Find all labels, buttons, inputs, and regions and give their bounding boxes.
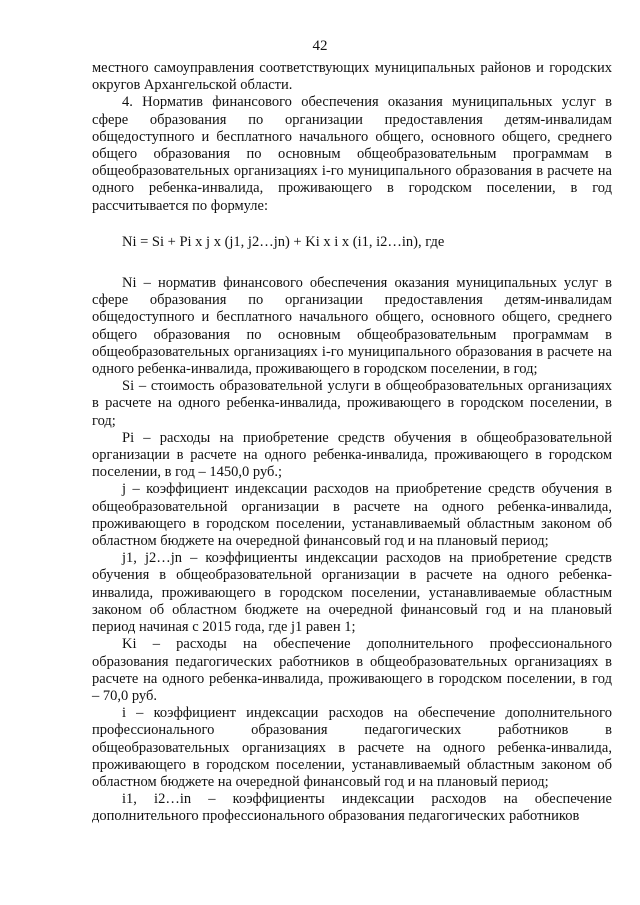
definition-j: j – коэффициент индексации расходов на приобретение средств обучения в общеобразовательной организации в расчете на одного ребенка-инвалида, проживающего в городском поселении, устанавливаемый областным законом об областном бюджете на очередной финансовый год и на плановый период;: [92, 481, 612, 550]
page-number: 42: [312, 38, 328, 54]
paragraph-continuation: местного самоуправления соответствующих муниципальных районов и городских округов Архангельской области.: [92, 60, 612, 94]
definition-ki: Ki – расходы на обеспечение дополнительного профессионального образования педагогических работников в общеобразовательных организациях в расчете на одного ребенка-инвалида, проживающего в городском поселении, в год – 70,0 руб.: [92, 636, 612, 704]
document-body: [92, 60, 612, 826]
paragraph-item-4: 4. Норматив финансового обеспечения оказания муниципальных услуг в сфере образования по организации предоставления детям-инвалидам общедоступного и бесплатного начального общего, основного общего, среднего общего образования по основным общеобразовательным программам в общеобразовательных организациях i-го муниципального образования в расчете на одного ребенка-инвалида, проживающего в городском поселении, в год рассчитывается по формуле:: [92, 94, 612, 214]
definition-ni: Ni – норматив финансового обеспечения оказания муниципальных услуг в сфере образования по организации предоставления детям-инвалидам общедоступного и бесплатного начального общего, основного общего, среднего общего образования по основным общеобразовательным программам в общеобразовательных организациях i-го муниципального образования в расчете на одного ребенка-инвалида, проживающего в городском поселении, в год;: [92, 275, 612, 378]
definition-i: i – коэффициент индексации расходов на обеспечение дополнительного профессионального образования педагогических работников в общеобразовательных организациях в расчете на одного ребенка-инвалида, проживающего в городском поселении, устанавливаемый областным законом об областном бюджете на очередной финансовый год и на плановый период;: [92, 705, 612, 790]
definition-pi: Pi – расходы на приобретение средств обучения в общеобразовательной организации в расчете на одного ребенка-инвалида, проживающего в городском поселении, в год – 1450,0 руб.;: [92, 429, 612, 481]
formula: Ni = Si + Pi x j x (j1, j2…jn) + Ki x i x (i1, i2…in), где: [122, 233, 445, 250]
definition-j1-jn: j1, j2…jn – коэффициенты индексации расходов на приобретение средств обучения в общеобразовательной организации в расчете на одного ребенка-инвалида, проживающего в городском поселении, устанавливаемые областным законом об областном бюджете на очередной финансовый год и на плановый период начиная с 2015 года, где j1 равен 1;: [92, 550, 612, 636]
definition-i1-in: i1, i2…in – коэффициенты индексации расходов на обеспечение дополнительного профессионального образования педагогических работников: [92, 791, 612, 825]
definition-si: Si – стоимость образовательной услуги в общеобразовательных организациях в расчете на одного ребенка-инвалида, проживающего в городском поселении, в год;: [92, 378, 612, 429]
